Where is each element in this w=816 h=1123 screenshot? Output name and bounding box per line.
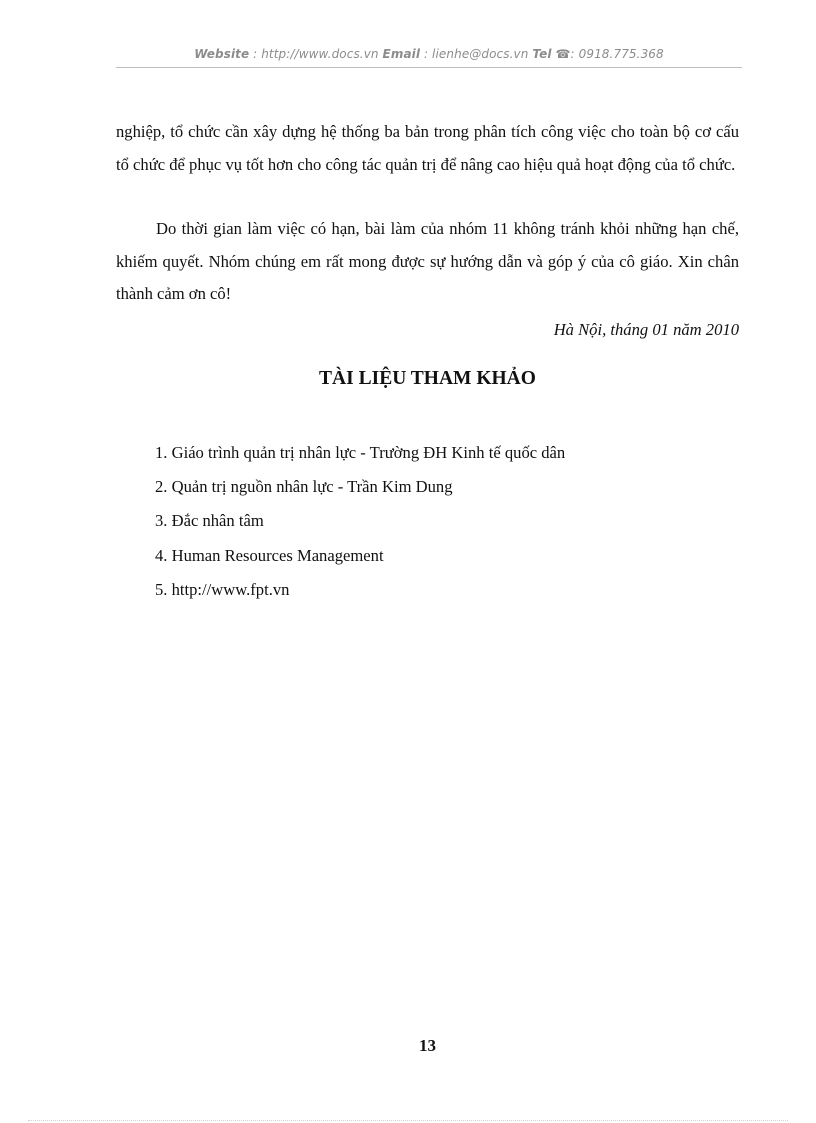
body-paragraph-1: nghiệp, tổ chức cần xây dựng hệ thống ba bản trong phân tích công việc cho toàn bộ cơ cấu tổ chức để phục vụ tốt hơn cho công tác quản trị để nâng cao hiệu quả hoạt động của tổ chức.	[116, 122, 739, 174]
website-label: Website	[194, 47, 250, 61]
references-title: TÀI LIỆU THAM KHẢO	[319, 368, 536, 389]
reference-item: 1. Giáo trình quản trị nhân lực - Trường ĐH Kinh tế quốc dân	[155, 443, 566, 462]
website-value: : http://www.docs.vn	[253, 47, 379, 61]
reference-item: 3. Đắc nhân tâm	[155, 511, 264, 531]
phone-icon: ☎	[555, 47, 571, 61]
place-date-line: Hà Nội, tháng 01 năm 2010	[553, 320, 739, 339]
body-paragraph-2: Do thời gian làm việc có hạn, bài làm của nhóm 11 không tránh khỏi những hạn chế, khiếm quyết. Nhóm chúng em rất mong được sự hướng dẫn và góp ý của cô giáo. Xin chân thành cảm ơn cô!	[116, 219, 739, 303]
reference-item: 5. http://www.fpt.vn	[155, 579, 290, 599]
tel-value: : 0918.775.368	[570, 47, 664, 61]
header-divider	[116, 67, 742, 68]
email-label: Email	[382, 47, 421, 61]
references-list	[155, 436, 565, 607]
tel-label: Tel	[532, 47, 552, 61]
reference-item: 2. Quản trị nguồn nhân lực - Trần Kim Dung	[155, 477, 453, 497]
page-bottom-divider	[28, 1120, 788, 1121]
reference-item: 4. Human Resources Management	[155, 545, 384, 565]
page-number: 13	[419, 1036, 436, 1055]
page-header	[116, 47, 742, 61]
email-value: : lienhe@docs.vn	[424, 47, 529, 61]
